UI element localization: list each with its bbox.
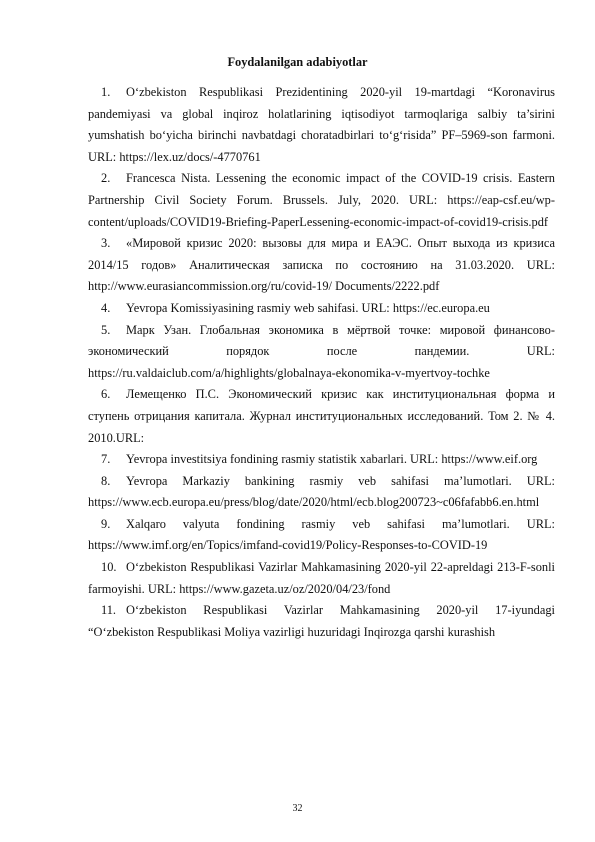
reference-item <box>88 82 555 168</box>
reference-number: 11. <box>101 603 117 618</box>
reference-text: Марк Узан. Глобальная экономика в мёртвой точке: мировой финансово-экономический порядок после пандемии. URL: https://ru.valdaiclub.com/a/highlights/globalnaya-ekonomika-v-myertvoy-tochke <box>88 322 555 380</box>
reference-list <box>88 82 555 643</box>
reference-item <box>88 471 555 514</box>
reference-number: 9. <box>101 516 111 531</box>
reference-item <box>88 168 555 233</box>
reference-number: 7. <box>101 452 111 467</box>
reference-item <box>88 233 555 298</box>
reference-text: Yevropa Komissiyasining rasmiy web sahifasi. URL: https://ec.europa.eu <box>126 300 490 315</box>
reference-number: 1. <box>101 85 111 99</box>
reference-text: Yevropa investitsiya fondining rasmiy statistik xabarlari. URL: https://www.eif.org <box>126 452 538 467</box>
reference-text: «Мировой кризис 2020: вызовы для мира и ЕАЭС. Опыт выхода из кризиса 2014/15 годов» Аналитическая записка по состоянию на 31.03.2020. URL: http://www.eurasiancommission.org/ru/covid-19/ Documents/2222.pdf <box>88 236 555 294</box>
reference-number: 4. <box>101 300 111 315</box>
reference-number: 6. <box>101 387 111 402</box>
reference-text: Yevropa Markaziy bankining rasmiy veb sahifasi ma’lumotlari. URL: https://www.ecb.europa.eu/press/blog/date/2020/html/ecb.blog200723~c06fafabb6.en.html <box>88 473 555 510</box>
page-title: Foydalanilgan adabiyotlar <box>227 55 368 69</box>
reference-item <box>88 384 555 449</box>
reference-number: 10. <box>101 560 117 575</box>
reference-text: O‘zbekiston Respublikasi Vazirlar Mahkamasining 2020-yil 22-apreldagi 213-F-sonli farmoyishi. URL: https://www.gazeta.uz/oz/2020/04/23/fond <box>88 560 555 596</box>
reference-number: 2. <box>101 171 111 186</box>
reference-text: Лемещенко П.С. Экономический кризис как институциональная форма и ступень отрицания капитала. Журнал институциональных исследований. Том 2. № 4. 2010.URL: <box>88 387 555 445</box>
reference-text: Francesca Nista. Lessening the economic impact of the COVID-19 crisis. Eastern Partnership Civil Society Forum. Brussels. July, 2020. URL: https://eap-csf.eu/wp-content/uploads/COVID19-Briefing-PaperLessening-economic-impact-of-covid19-crisis.pdf <box>88 171 555 229</box>
reference-number: 5. <box>101 322 111 337</box>
reference-item <box>88 320 555 385</box>
reference-item <box>88 557 555 600</box>
page-number: 32 <box>292 803 303 814</box>
reference-item <box>88 514 555 557</box>
reference-text: O‘zbekiston Respublikasi Prezidentining 2020-yil 19-martdagi “Koronavirus pandemiyasi va global inqiroz holatlarining iqtisodiyot tarmoqlariga salbiy ta’sirini yumshatish bo‘yicha birinchi navbatdagi choratadbirlari to‘g‘risida” PF–5969-son farmoni. URL: https://lex.uz/docs/-4770761 <box>88 85 555 164</box>
reference-number: 8. <box>101 473 111 488</box>
reference-text: Xalqaro valyuta fondining rasmiy veb sahifasi ma’lumotlari. URL: https://www.imf.org/en/Topics/imfand-covid19/Policy-Responses-to-COVID-19 <box>88 516 555 553</box>
reference-item <box>88 298 555 320</box>
reference-item <box>88 449 555 471</box>
reference-text: O‘zbekiston Respublikasi Vazirlar Mahkamasining 2020-yil 17-iyundagi “O‘zbekiston Respublikasi Moliya vazirligi huzuridagi Inqirozga qarshi kurashish <box>88 603 555 639</box>
reference-item <box>88 600 555 643</box>
reference-number: 3. <box>101 236 111 251</box>
